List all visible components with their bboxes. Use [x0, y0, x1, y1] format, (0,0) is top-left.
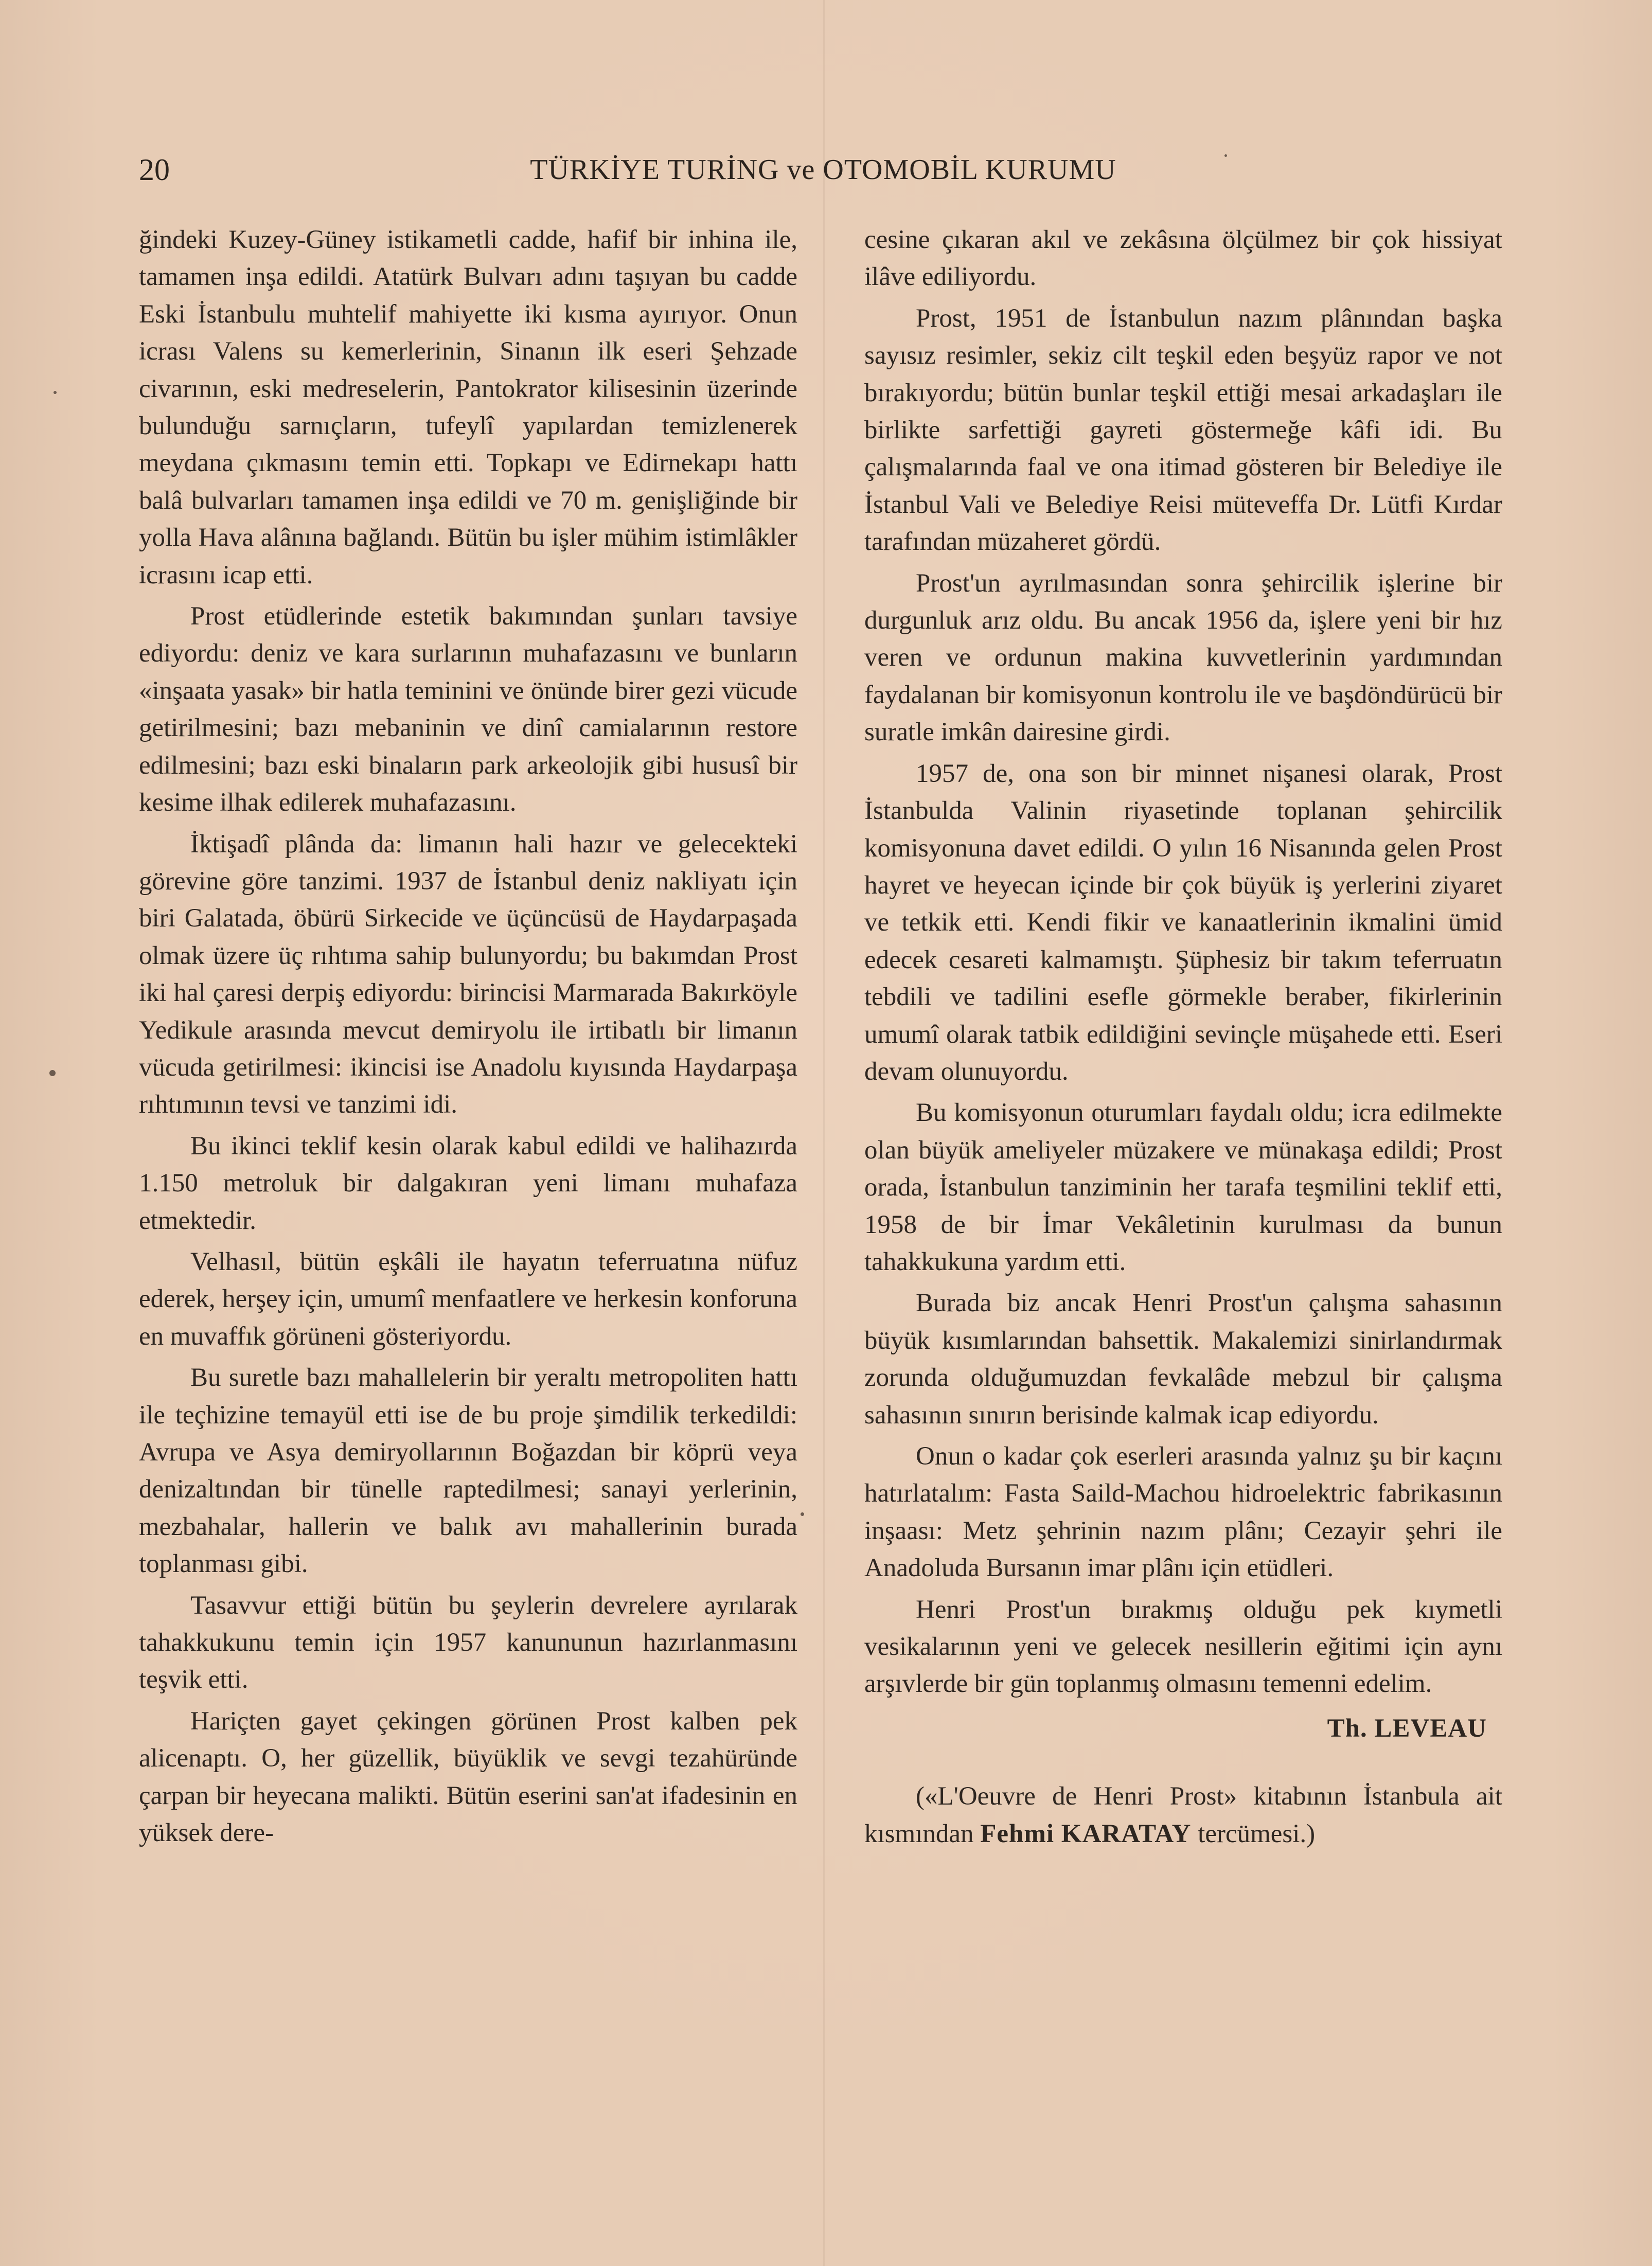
- translator-name: Fehmi KARATAY: [980, 1819, 1192, 1848]
- paragraph: ğindeki Kuzey-Güney istikametli cadde, hafif bir inhina ile, tamamen inşa edildi. Atatürk Bulvarı adını taşıyan bu cadde Eski İstanbulu muhtelif mahiyette iki kısma ayırıyor. Onun icrası Valens su kemerlerinin, Sinanın ilk eseri Şehzade civarının, eski medreselerin, Pantokrator kilisesinin üzerinde bulunduğu sarnıçların, tufeylî yapılardan temizlenerek meydana çıkmasını temin etti. Topkapı ve Edirnekapı hattı balâ bulvarları tamamen inşa edildi ve 70 m. genişliğinde bir yolla Hava alânına bağlandı. Bütün bu işler mühim istimlâkler icrasını icap etti.: [139, 225, 797, 590]
- running-title: TÜRKİYE TURİNG ve OTOMOBİL KURUMU: [530, 154, 1116, 186]
- translator-note-end: tercümesi.): [1191, 1819, 1316, 1848]
- right-column: [864, 221, 1502, 1852]
- paragraph: Bu komisyonun oturumları faydalı oldu; icra edilmekte olan büyük ameliyeler müzakere ve münakaşa edildi; Prost orada, İstanbulun tanziminin her tarafa teşmilini teklif etti, 1958 de bir İmar Vekâletinin kurulması da bunun tahakkukuna yardım etti.: [864, 1098, 1502, 1276]
- paragraph: Bu ikinci teklif kesin olarak kabul edildi ve halihazırda 1.150 metroluk bir dalgakıran yeni limanı muhafaza etmektedir.: [139, 1131, 797, 1235]
- page-header: [139, 152, 1507, 188]
- paragraph: Hariçten gayet çekingen görünen Prost kalben pek alicenaptı. O, her güzellik, büyüklik ve sevgi tezahüründe çarpan bir heyecana malikti. Bütün eserini san'at ifadesinin en yüksek dere-: [139, 1706, 797, 1848]
- page-number: 20: [139, 153, 170, 187]
- paper-speck: [49, 1070, 56, 1076]
- paper-speck: [801, 1512, 804, 1516]
- paragraph: Velhasıl, bütün eşkâli ile hayatın teferruatına nüfuz ederek, herşey için, umumî menfaatlere ve herkesin konforuna en muvaffık görüneni gösteriyordu.: [139, 1247, 797, 1351]
- paragraph: Henri Prost'un bırakmış olduğu pek kıymetli vesikalarının yeni ve gelecek nesillerin eğitimi için aynı arşıvlerde bir gün toplanmış olmasını temenni edelim.: [864, 1595, 1502, 1699]
- paragraph: Onun o kadar çok eserleri arasında yalnız şu bir kaçını hatırlatalım: Fasta Saild-Machou hidroelektric fabrikasının inşaası: Metz şehrinin nazım plânı; Cezayir şehri ile Anadoluda Bursanın imar plânı için etüdleri.: [864, 1442, 1502, 1583]
- paragraph: İktişadî plânda da: limanın hali hazır ve gelecekteki görevine göre tanzimi. 1937 de İstanbul deniz nakliyatı için biri Galatada, öbürü Sirkecide ve üçüncüsü de Haydarpaşada olmak üzere üç rıhtıma sahip bulunyordu; bu bakımdan Prost iki hal çaresi derpiş ediyordu: birincisi Marmarada Bakırköyle Yedikule arasında mevcut demiryolu ile irtibatlı bir limanın vücuda getirilmesi: ikincisi ise Anadolu kıyısında Haydarpaşa rıhtımının tevsi ve tanzimi idi.: [139, 829, 797, 1119]
- paragraph: Burada biz ancak Henri Prost'un çalışma sahasının büyük kısımlarından bahsettik. Makalemizi sinirlandırmak zorunda olduğumuzdan fevkalâde mebzul bir çalışma sahasının sınırın berisinde kalmak icap ediyordu.: [864, 1289, 1502, 1430]
- paragraph: Tasavvur ettiği bütün bu şeylerin devrelere ayrılarak tahakkukunu temin için 1957 kanununun hazırlanmasını teşvik etti.: [139, 1591, 797, 1694]
- paper-fold-line: [823, 0, 825, 2266]
- author-signature: Th. LEVEAU: [1327, 1714, 1487, 1743]
- paragraph: Prost etüdlerinde estetik bakımından şunları tavsiye ediyordu: deniz ve kara surlarının muhafazasını ve bunların «inşaata yasak» bir hatla teminini ve önünde birer gezi vücude getirilmesini; bazı mebaninin ve dinî camialarının restore edilmesini; bazı eski binaların park arkeolojik gibi hususî bir kesime ilhak edilerek muhafazasını.: [139, 602, 797, 817]
- translator-note-text: («L'Oeuvre de Henri Prost» kitabının İstanbula ait kısmından: [864, 1782, 1502, 1848]
- paragraph: Prost'un ayrılmasından sonra şehircilik işlerine bir durgunluk arız oldu. Bu ancak 1956 da, işlere yeni bir hız veren ve ordunun makina kuvvetlerinin yardımından faydalanan bir komisyonun kontrolu ile ve başdöndürücü bir suratle imkân dairesine girdi.: [864, 568, 1502, 747]
- paper-speck: [1224, 154, 1227, 157]
- paragraph: Prost, 1951 de İstanbulun nazım plânından başka sayısız resimler, sekiz cilt teşkil eden beşyüz rapor ve not bırakıyordu; bütün bunlar teşkil ettiği mesai arkadaşları ile birlikte sarfettiği gayreti göstermeğe kâfi idi. Bu çalışmalarında faal ve ona itimad gösteren bir Belediye ile İstanbul Vali ve Belediye Reisi müteveffa Dr. Lütfi Kırdar tarafından müzaheret gördü.: [864, 304, 1502, 557]
- left-column: [139, 221, 797, 1851]
- paragraph: Bu suretle bazı mahallelerin bir yeraltı metropoliten hattı ile teçhizine temayül etti ise de bu proje şimdilik terkedildi: Avrupa ve Asya demiryollarının Boğazdan bir köprü veya denizaltından bir tünelle raptedilmesi; sanayi yerlerinin, mezbahalar, hallerin ve balık avı mahallerinin burada toplanması gibi.: [139, 1363, 797, 1579]
- paragraph: cesine çıkaran akıl ve zekâsına ölçülmez bir çok hissiyat ilâve ediliyordu.: [864, 225, 1502, 292]
- translator-note: [864, 1778, 1502, 1852]
- paragraph: 1957 de, ona son bir minnet nişanesi olarak, Prost İstanbulda Valinin riyasetinde toplanan şehircilik komisyonuna davet edildi. O yılın 16 Nisanında gelen Prost hayret ve heyecan içinde bir çok büyük iş yerlerini ziyaret ve tetkik etti. Kendi fikir ve kanaatlerinin ikmalini ümid edecek cesareti kalmamıştı. Şüphesiz bir takım teferruatın tebdili ve tadilini esefle görmekle beraber, fikirlerinin umumî olarak tatbik edildiğini sevinçle müşahede etti. Eseri devam olunuyordu.: [864, 759, 1502, 1086]
- paper-speck: [54, 391, 57, 394]
